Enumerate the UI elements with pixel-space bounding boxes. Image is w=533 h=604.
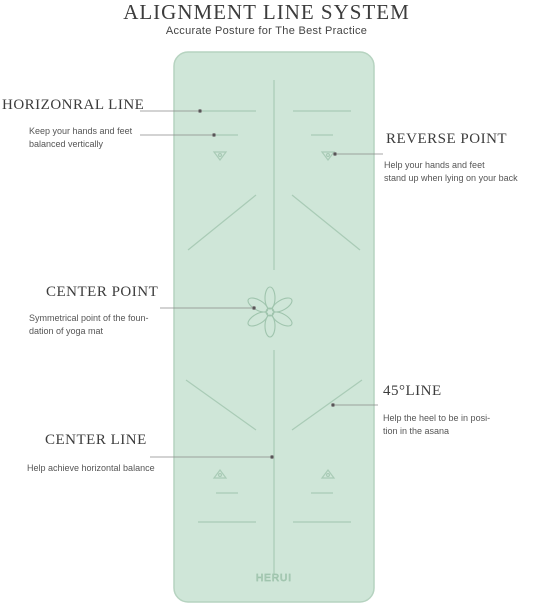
center-line-heading: CENTER LINE [45, 432, 147, 448]
reverse-point-desc [384, 159, 518, 185]
center-line-desc [27, 462, 155, 475]
desc-line: tion in the asana [383, 426, 450, 436]
desc-line: Keep your hands and feet [29, 126, 133, 136]
desc-line: stand up when lying on your back [384, 173, 518, 183]
page-subtitle: Accurate Posture for The Best Practice [165, 25, 368, 37]
desc-line: Symmetrical point of the foun- [29, 313, 149, 323]
desc-line: Help achieve horizontal balance [27, 463, 155, 473]
horizontal-line-heading: HORIZONRAL LINE [2, 97, 145, 113]
center-point-desc [29, 312, 149, 338]
desc-line: balanced vertically [29, 139, 104, 149]
desc-line: Help the heel to be in posi- [383, 413, 491, 423]
desc-line: dation of yoga mat [29, 326, 104, 336]
page-title: ALIGNMENT LINE SYSTEM [123, 0, 410, 24]
angle-line-desc [383, 412, 490, 438]
angle-line-heading: 45°LINE [383, 383, 442, 399]
desc-line: Help your hands and feet [384, 160, 485, 170]
horizontal-line-desc [29, 125, 132, 151]
brand-logo: HERUI [255, 573, 293, 584]
center-point-heading: CENTER POINT [46, 284, 159, 300]
reverse-point-heading: REVERSE POINT [386, 131, 508, 147]
